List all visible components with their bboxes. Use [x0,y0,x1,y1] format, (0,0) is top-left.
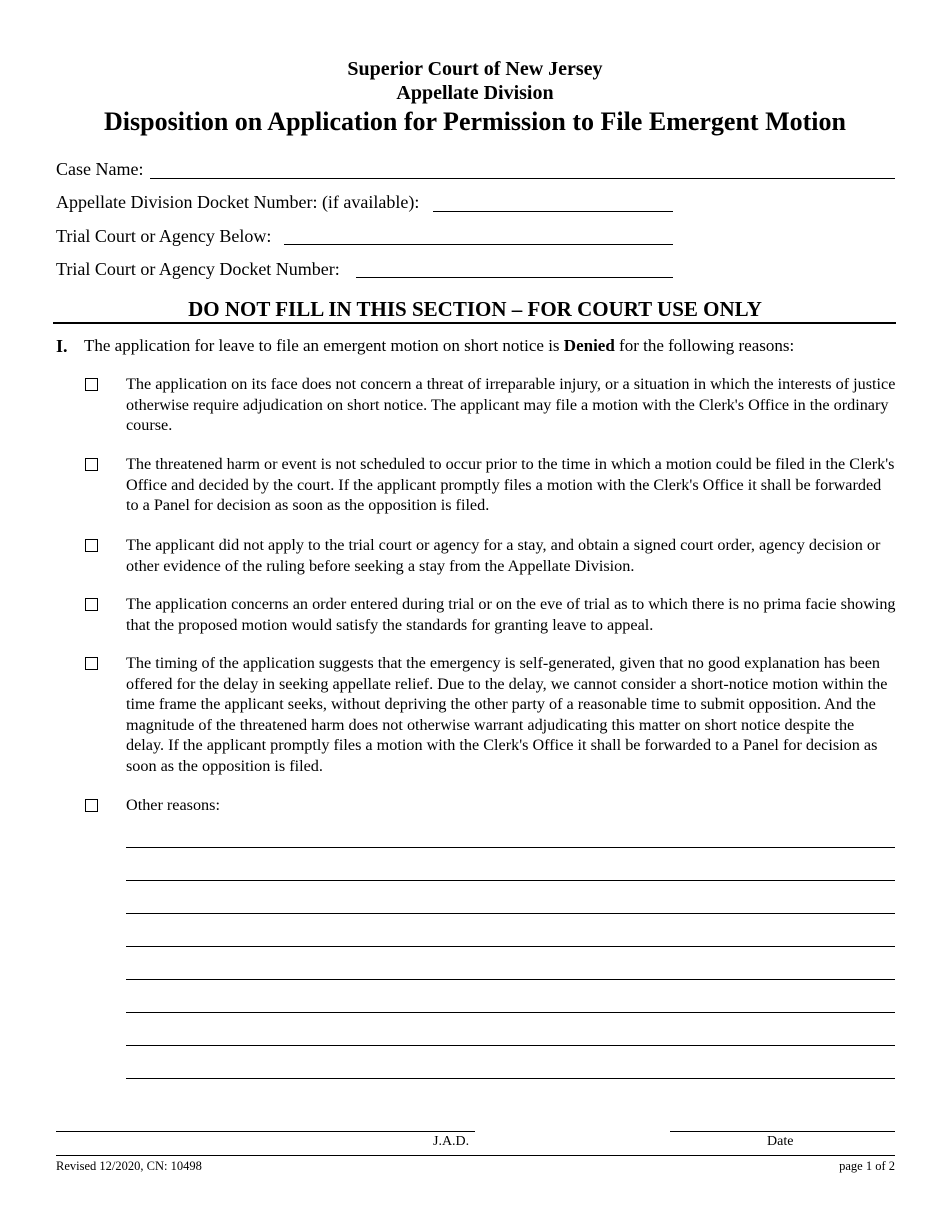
trial-docket-field[interactable] [356,277,673,278]
section-intro-end: for the following reasons: [614,336,795,355]
judge-signature-line[interactable] [56,1131,475,1132]
reason-checkbox-1[interactable] [85,378,98,391]
reason-checkbox-2[interactable] [85,458,98,471]
section-number: I. [56,336,68,356]
other-reasons-line[interactable] [126,1012,895,1013]
other-reasons-line[interactable] [126,913,895,914]
form-title: Disposition on Application for Permission to File Emergent Motion [104,107,846,136]
date-label: Date [767,1134,794,1149]
section-intro-start: The application for leave to file an emergent motion on short notice is [84,336,564,355]
judge-label: J.A.D. [433,1134,470,1149]
revision-note: Revised 12/2020, CN: 10498 [56,1159,202,1173]
other-reasons-line[interactable] [126,946,895,947]
reason-text-other: Other reasons: [126,796,220,814]
footer-divider [56,1155,895,1156]
reason-checkbox-5[interactable] [85,657,98,670]
division-name: Appellate Division [396,82,554,104]
case-name-field[interactable] [150,178,895,179]
trial-docket-label: Trial Court or Agency Docket Number: [56,259,340,279]
reason-checkbox-3[interactable] [85,539,98,552]
other-reasons-line[interactable] [126,1045,895,1046]
date-line[interactable] [670,1131,895,1132]
reason-checkbox-4[interactable] [85,598,98,611]
docket-number-label: Appellate Division Docket Number: (if available): [56,192,420,212]
section-intro [84,335,794,357]
reason-text-1: The application on its face does not concern a threat of irreparable injury, or a situation in which the interests of justice otherwise require adjudication on short notice. The applicant may file a motion with the Clerk's Office in the ordinary course. [126,375,896,434]
docket-number-field[interactable] [433,211,673,212]
other-reasons-line[interactable] [126,1078,895,1079]
section-divider [53,322,896,324]
court-use-banner: DO NOT FILL IN THIS SECTION – FOR COURT USE ONLY [188,297,762,321]
other-reasons-line[interactable] [126,880,895,881]
reason-text-2: The threatened harm or event is not scheduled to occur prior to the time in which a motion could be filed in the Clerk's Office and decided by the court. If the applicant promptly files a motion with the Clerk's Office it shall be forwarded to a Panel for decision as soon as the opposition is filed. [126,455,895,514]
case-name-label: Case Name: [56,159,144,179]
reason-text-5: The timing of the application suggests that the emergency is self-generated, given that no good explanation has been offered for the delay in seeking appellate relief. Due to the delay, we cannot consider a short-notice motion within the time frame the applicant seeks, without depriving the other party of a reasonable time to submit opposition. And the magnitude of the threatened harm does not otherwise warrant adjudicating this matter on short notice despite the delay. If the applicant promptly files a motion with the Clerk's Office it shall be forwarded to a Panel for decision as soon as the opposition is filed. [126,654,888,775]
trial-court-label: Trial Court or Agency Below: [56,226,272,246]
other-reasons-line[interactable] [126,847,895,848]
court-name: Superior Court of New Jersey [347,58,603,80]
reason-checkbox-other[interactable] [85,799,98,812]
page-number: page 1 of 2 [839,1159,895,1173]
other-reasons-line[interactable] [126,979,895,980]
section-intro-denied: Denied [563,336,615,355]
reason-text-4: The application concerns an order entered during trial or on the eve of trial as to which there is no prima facie showing that the proposed motion would satisfy the standards for granting leave to appeal. [126,595,896,634]
reason-text-3: The applicant did not apply to the trial court or agency for a stay, and obtain a signed court order, agency decision or other evidence of the ruling before seeking a stay from the Appellate Division. [126,536,881,575]
trial-court-field[interactable] [284,244,673,245]
